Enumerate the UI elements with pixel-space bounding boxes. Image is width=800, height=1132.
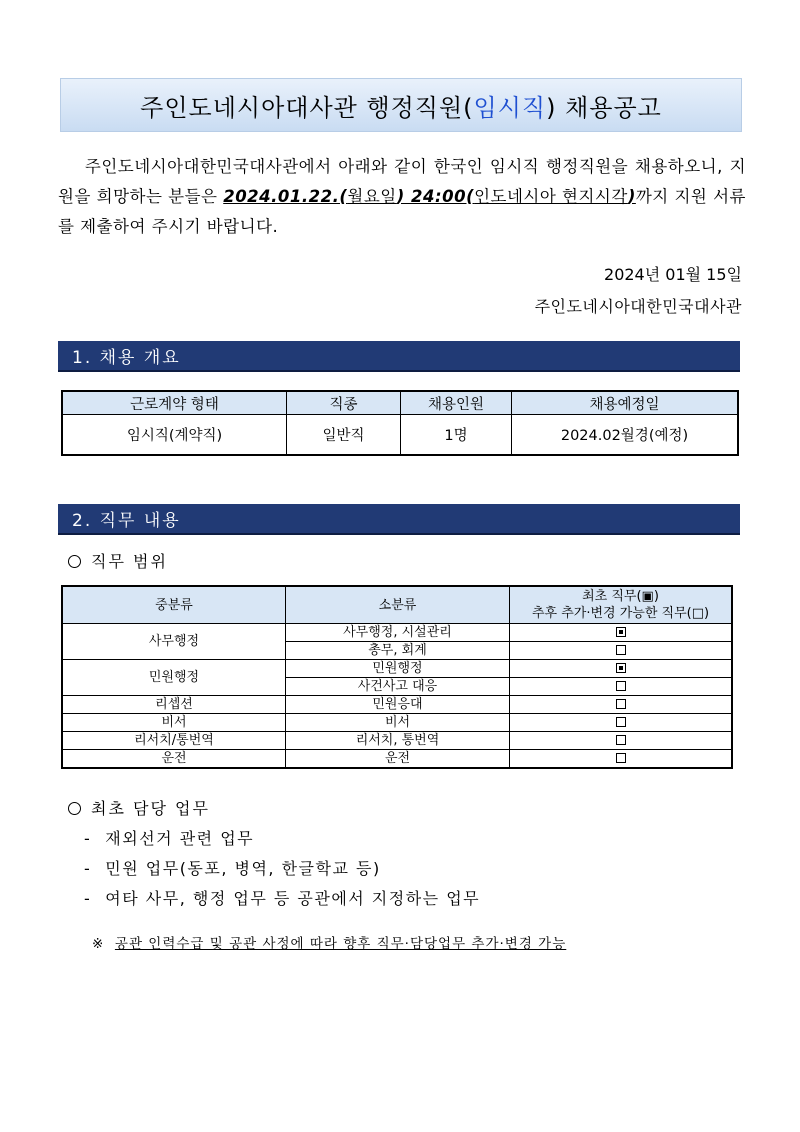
cell-sub-category: 총무, 회계 xyxy=(286,642,510,660)
table-row xyxy=(62,750,732,769)
cell-mid-category: 비서 xyxy=(62,714,286,732)
header-headcount: 채용인원 xyxy=(401,391,512,415)
empty-box-icon xyxy=(616,699,626,709)
circle-bullet-icon xyxy=(68,802,81,815)
deadline-date: 2024.01.22.( xyxy=(223,187,348,206)
duty-list xyxy=(84,824,480,914)
title-part2: ) 채용공고 xyxy=(546,93,662,122)
intro-paragraph xyxy=(58,152,746,242)
cell-start-date: 2024.02월경(예정) xyxy=(512,415,739,456)
table-header-row xyxy=(62,586,732,624)
table-row xyxy=(62,415,738,456)
duty-text: 재외선거 관련 업무 xyxy=(105,829,255,848)
cell-duty-status xyxy=(510,660,733,678)
table-row xyxy=(62,660,732,678)
note-mark: ※ xyxy=(92,936,105,952)
cell-sub-category: 비서 xyxy=(286,714,510,732)
cell-sub-category: 민원응대 xyxy=(286,696,510,714)
header-sub-category: 소분류 xyxy=(286,586,510,624)
cell-duty-status xyxy=(510,678,733,696)
list-item: - 여타 사무, 행정 업무 등 공관에서 지정하는 업무 xyxy=(84,889,481,908)
table-header-row xyxy=(62,391,738,415)
header-job-type: 직종 xyxy=(287,391,401,415)
cell-sub-category: 사건사고 대응 xyxy=(286,678,510,696)
cell-mid-category: 리서치/통번역 xyxy=(62,732,286,750)
cell-duty-status xyxy=(510,642,733,660)
footnote xyxy=(92,932,566,952)
cell-mid-category: 리셉션 xyxy=(62,696,286,714)
recruitment-overview-table xyxy=(61,390,739,456)
empty-box-icon xyxy=(616,753,626,763)
header-duty-legend xyxy=(510,586,733,624)
cell-duty-status xyxy=(510,624,733,642)
cell-sub-category: 사무행정, 시설관리 xyxy=(286,624,510,642)
note-text: 공관 인력수급 및 공관 사정에 따라 향후 직무·담당업무 추가·변경 가능 xyxy=(114,936,567,952)
duty-text: 여타 사무, 행정 업무 등 공관에서 지정하는 업무 xyxy=(105,889,481,908)
legend-initial: 최초 직무(▣) xyxy=(582,589,659,604)
table-row xyxy=(62,624,732,642)
circle-bullet-icon xyxy=(68,555,81,568)
table-row xyxy=(62,696,732,714)
scope-title: 직무 범위 xyxy=(91,552,168,571)
job-scope-table xyxy=(61,585,733,769)
intro-text-end: 까지 지원 서류를 제출하여 주시기 바랍니다. xyxy=(58,187,746,236)
deadline-weekday: 월요일 xyxy=(347,187,397,206)
cell-mid-category: 운전 xyxy=(62,750,286,769)
cell-duty-status xyxy=(510,750,733,769)
cell-sub-category: 민원행정 xyxy=(286,660,510,678)
list-item: - 재외선거 관련 업무 xyxy=(84,829,255,848)
empty-box-icon xyxy=(616,681,626,691)
page-title xyxy=(60,78,742,132)
header-mid-category: 중분류 xyxy=(62,586,286,624)
announcement-date: 2024년 01월 15일 xyxy=(604,265,742,284)
empty-box-icon xyxy=(616,645,626,655)
table-row xyxy=(62,714,732,732)
cell-headcount: 1명 xyxy=(401,415,512,456)
cell-duty-status xyxy=(510,732,733,750)
header-contract-type: 근로계약 형태 xyxy=(62,391,287,415)
duty-text: 민원 업무(동포, 병역, 한글학교 등) xyxy=(105,859,381,878)
deadline-time: ) 24:00( xyxy=(396,187,475,206)
table-row xyxy=(62,732,732,750)
checked-box-icon xyxy=(616,627,626,637)
title-accent: 임시직 xyxy=(473,93,547,122)
cell-sub-category: 운전 xyxy=(286,750,510,769)
organization-name: 주인도네시아대한민국대사관 xyxy=(534,297,742,316)
section-2-header: 2. 직무 내용 xyxy=(58,504,740,535)
scope-heading xyxy=(68,549,168,572)
cell-duty-status xyxy=(510,696,733,714)
cell-sub-category: 리서치, 통번역 xyxy=(286,732,510,750)
checked-box-icon xyxy=(616,663,626,673)
deadline-timezone: 인도네시아 현지시각 xyxy=(474,187,628,206)
title-part1: 주인도네시아대사관 행정직원( xyxy=(140,93,474,122)
intro-text: 주인도네시아대한민국대사관에서 아래와 같이 한국인 임시직 행정직원을 채용하오니, 지원을 희망하는 분들은 xyxy=(58,157,747,206)
empty-box-icon xyxy=(616,717,626,727)
cell-mid-category: 사무행정 xyxy=(62,624,286,660)
duties-title: 최초 담당 업무 xyxy=(91,799,210,818)
legend-later: 추후 추가·변경 가능한 직무(□) xyxy=(531,606,710,621)
header-start-date: 채용예정일 xyxy=(512,391,739,415)
cell-contract-type: 임시직(계약직) xyxy=(62,415,287,456)
duties-heading xyxy=(68,796,210,819)
cell-job-type: 일반직 xyxy=(287,415,401,456)
deadline-close: ) xyxy=(627,187,636,206)
empty-box-icon xyxy=(616,735,626,745)
list-item: - 민원 업무(동포, 병역, 한글학교 등) xyxy=(84,859,381,878)
cell-mid-category: 민원행정 xyxy=(62,660,286,696)
cell-duty-status xyxy=(510,714,733,732)
section-1-header: 1. 채용 개요 xyxy=(58,341,740,372)
